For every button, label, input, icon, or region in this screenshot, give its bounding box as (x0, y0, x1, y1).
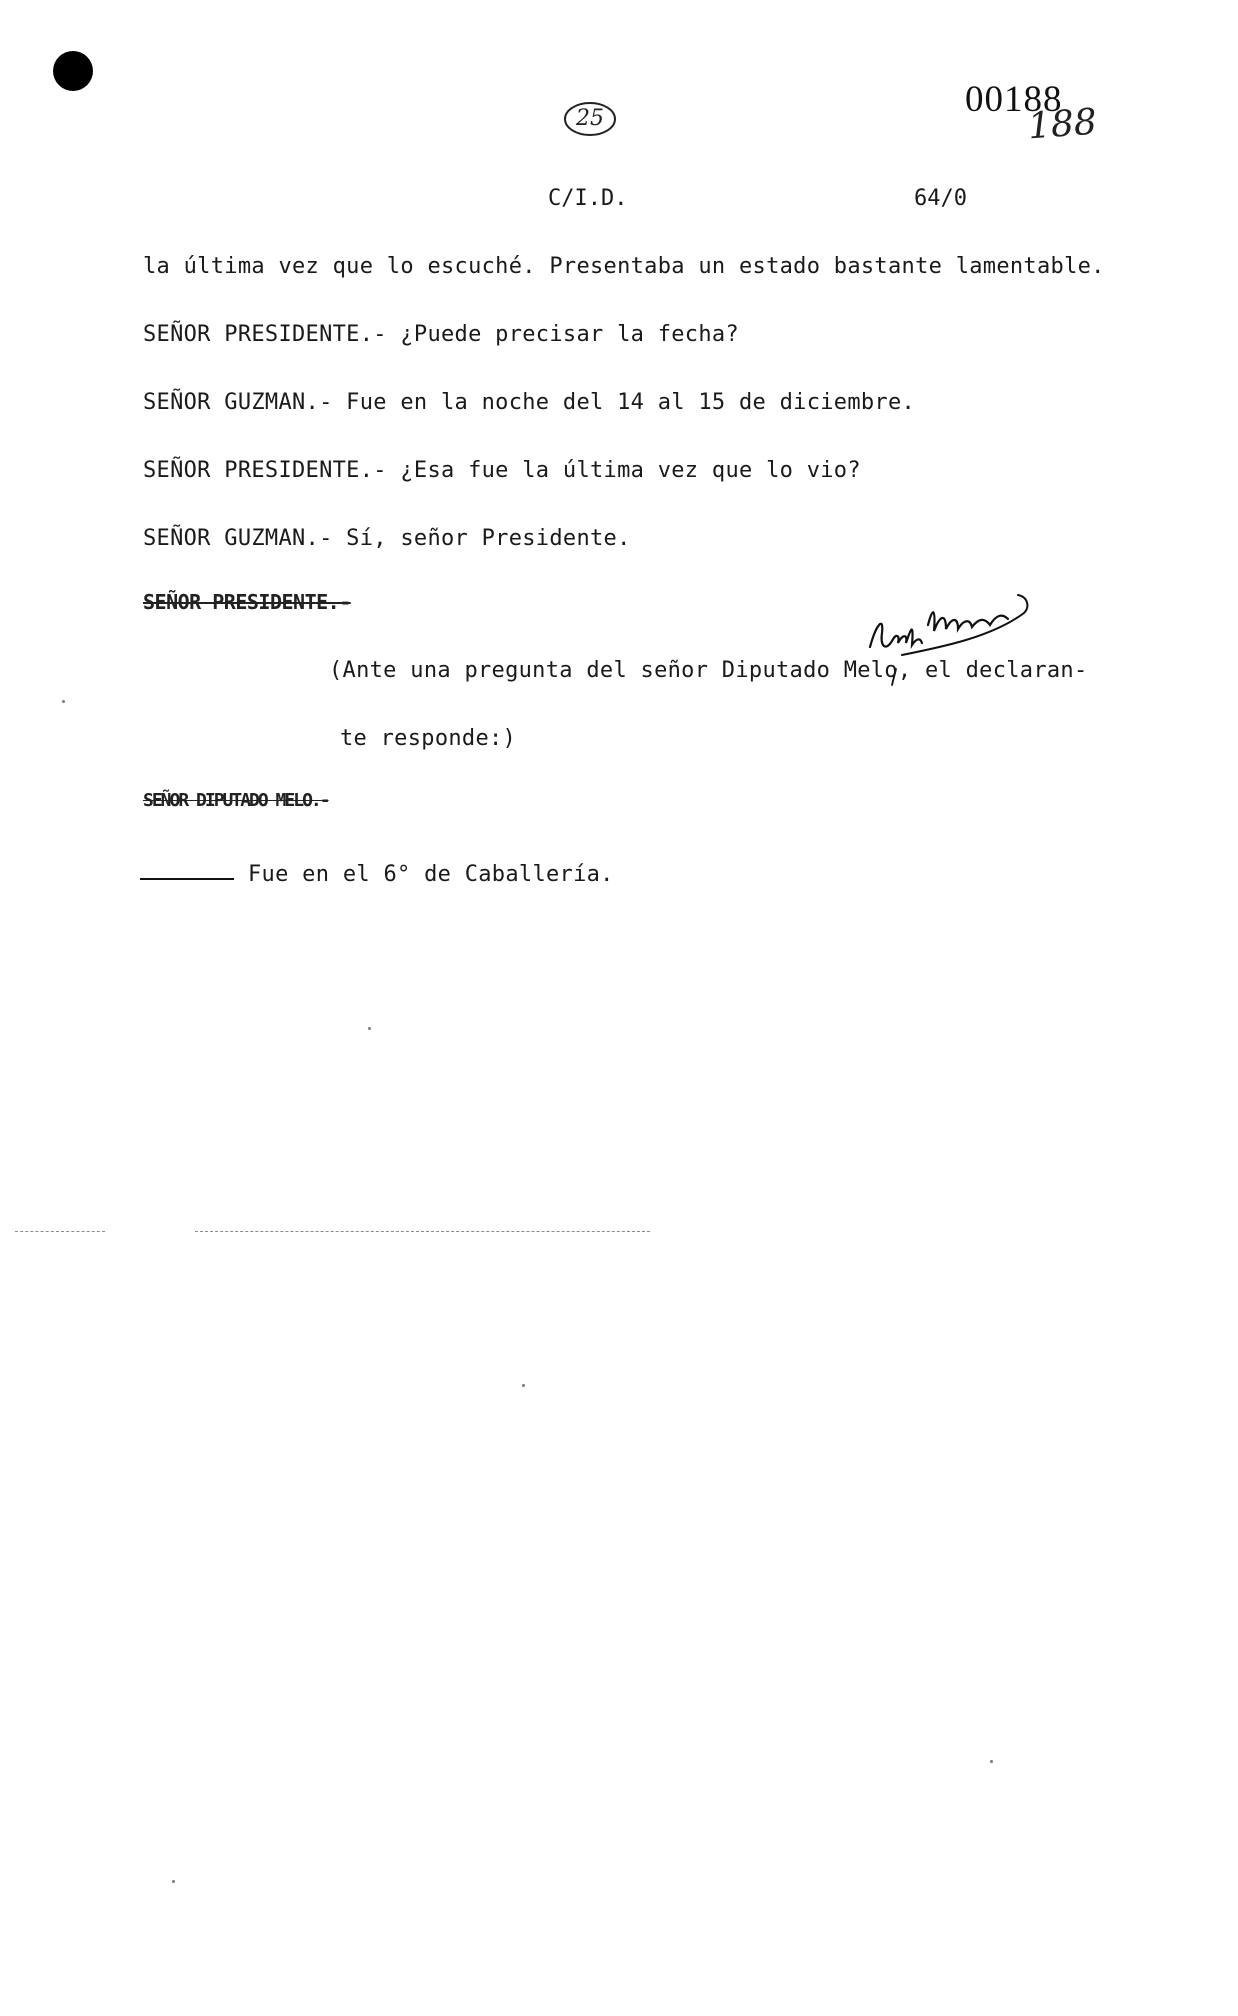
struck-through-line: SEÑOR DIPUTADO MELO.- (143, 790, 329, 811)
transcript-line: SEÑOR GUZMAN.- Sí, señor Presidente. (143, 526, 631, 551)
struck-through-line: SEÑOR PRESIDENTE.- (143, 590, 351, 614)
paper-speck (522, 1384, 525, 1387)
transcript-line: Fue en el 6° de Caballería. (248, 862, 614, 887)
page-number: 64/0 (914, 186, 967, 211)
folio-stamp-number: 00188 (965, 79, 1063, 120)
paper-speck (62, 700, 65, 703)
circled-page-stamp (562, 100, 618, 138)
stage-direction-line: (Ante una pregunta del señor Diputado Melo, el declaran- (329, 658, 1088, 683)
transcript-line: SEÑOR PRESIDENTE.- ¿Esa fue la última vez que lo vio? (143, 458, 861, 483)
circled-number: 25 (576, 106, 604, 131)
transcript-line: la última vez que lo escuché. Presentaba un estado bastante lamentable. (143, 254, 1105, 279)
stage-direction-line: te responde:) (340, 726, 517, 751)
transcript-line: SEÑOR GUZMAN.- Fue en la noche del 14 al 15 de diciembre. (143, 390, 916, 415)
divider (15, 1231, 105, 1232)
paper-speck (368, 1027, 371, 1030)
punch-hole (53, 51, 93, 91)
paper-speck (172, 1880, 175, 1883)
paper-speck (990, 1760, 993, 1763)
document-code: C/I.D. (548, 186, 628, 211)
handwritten-folio-number: 188 (1026, 101, 1099, 148)
transcript-line: SEÑOR PRESIDENTE.- ¿Puede precisar la fecha? (143, 322, 739, 347)
blank-underline (140, 878, 234, 880)
divider (195, 1231, 650, 1232)
